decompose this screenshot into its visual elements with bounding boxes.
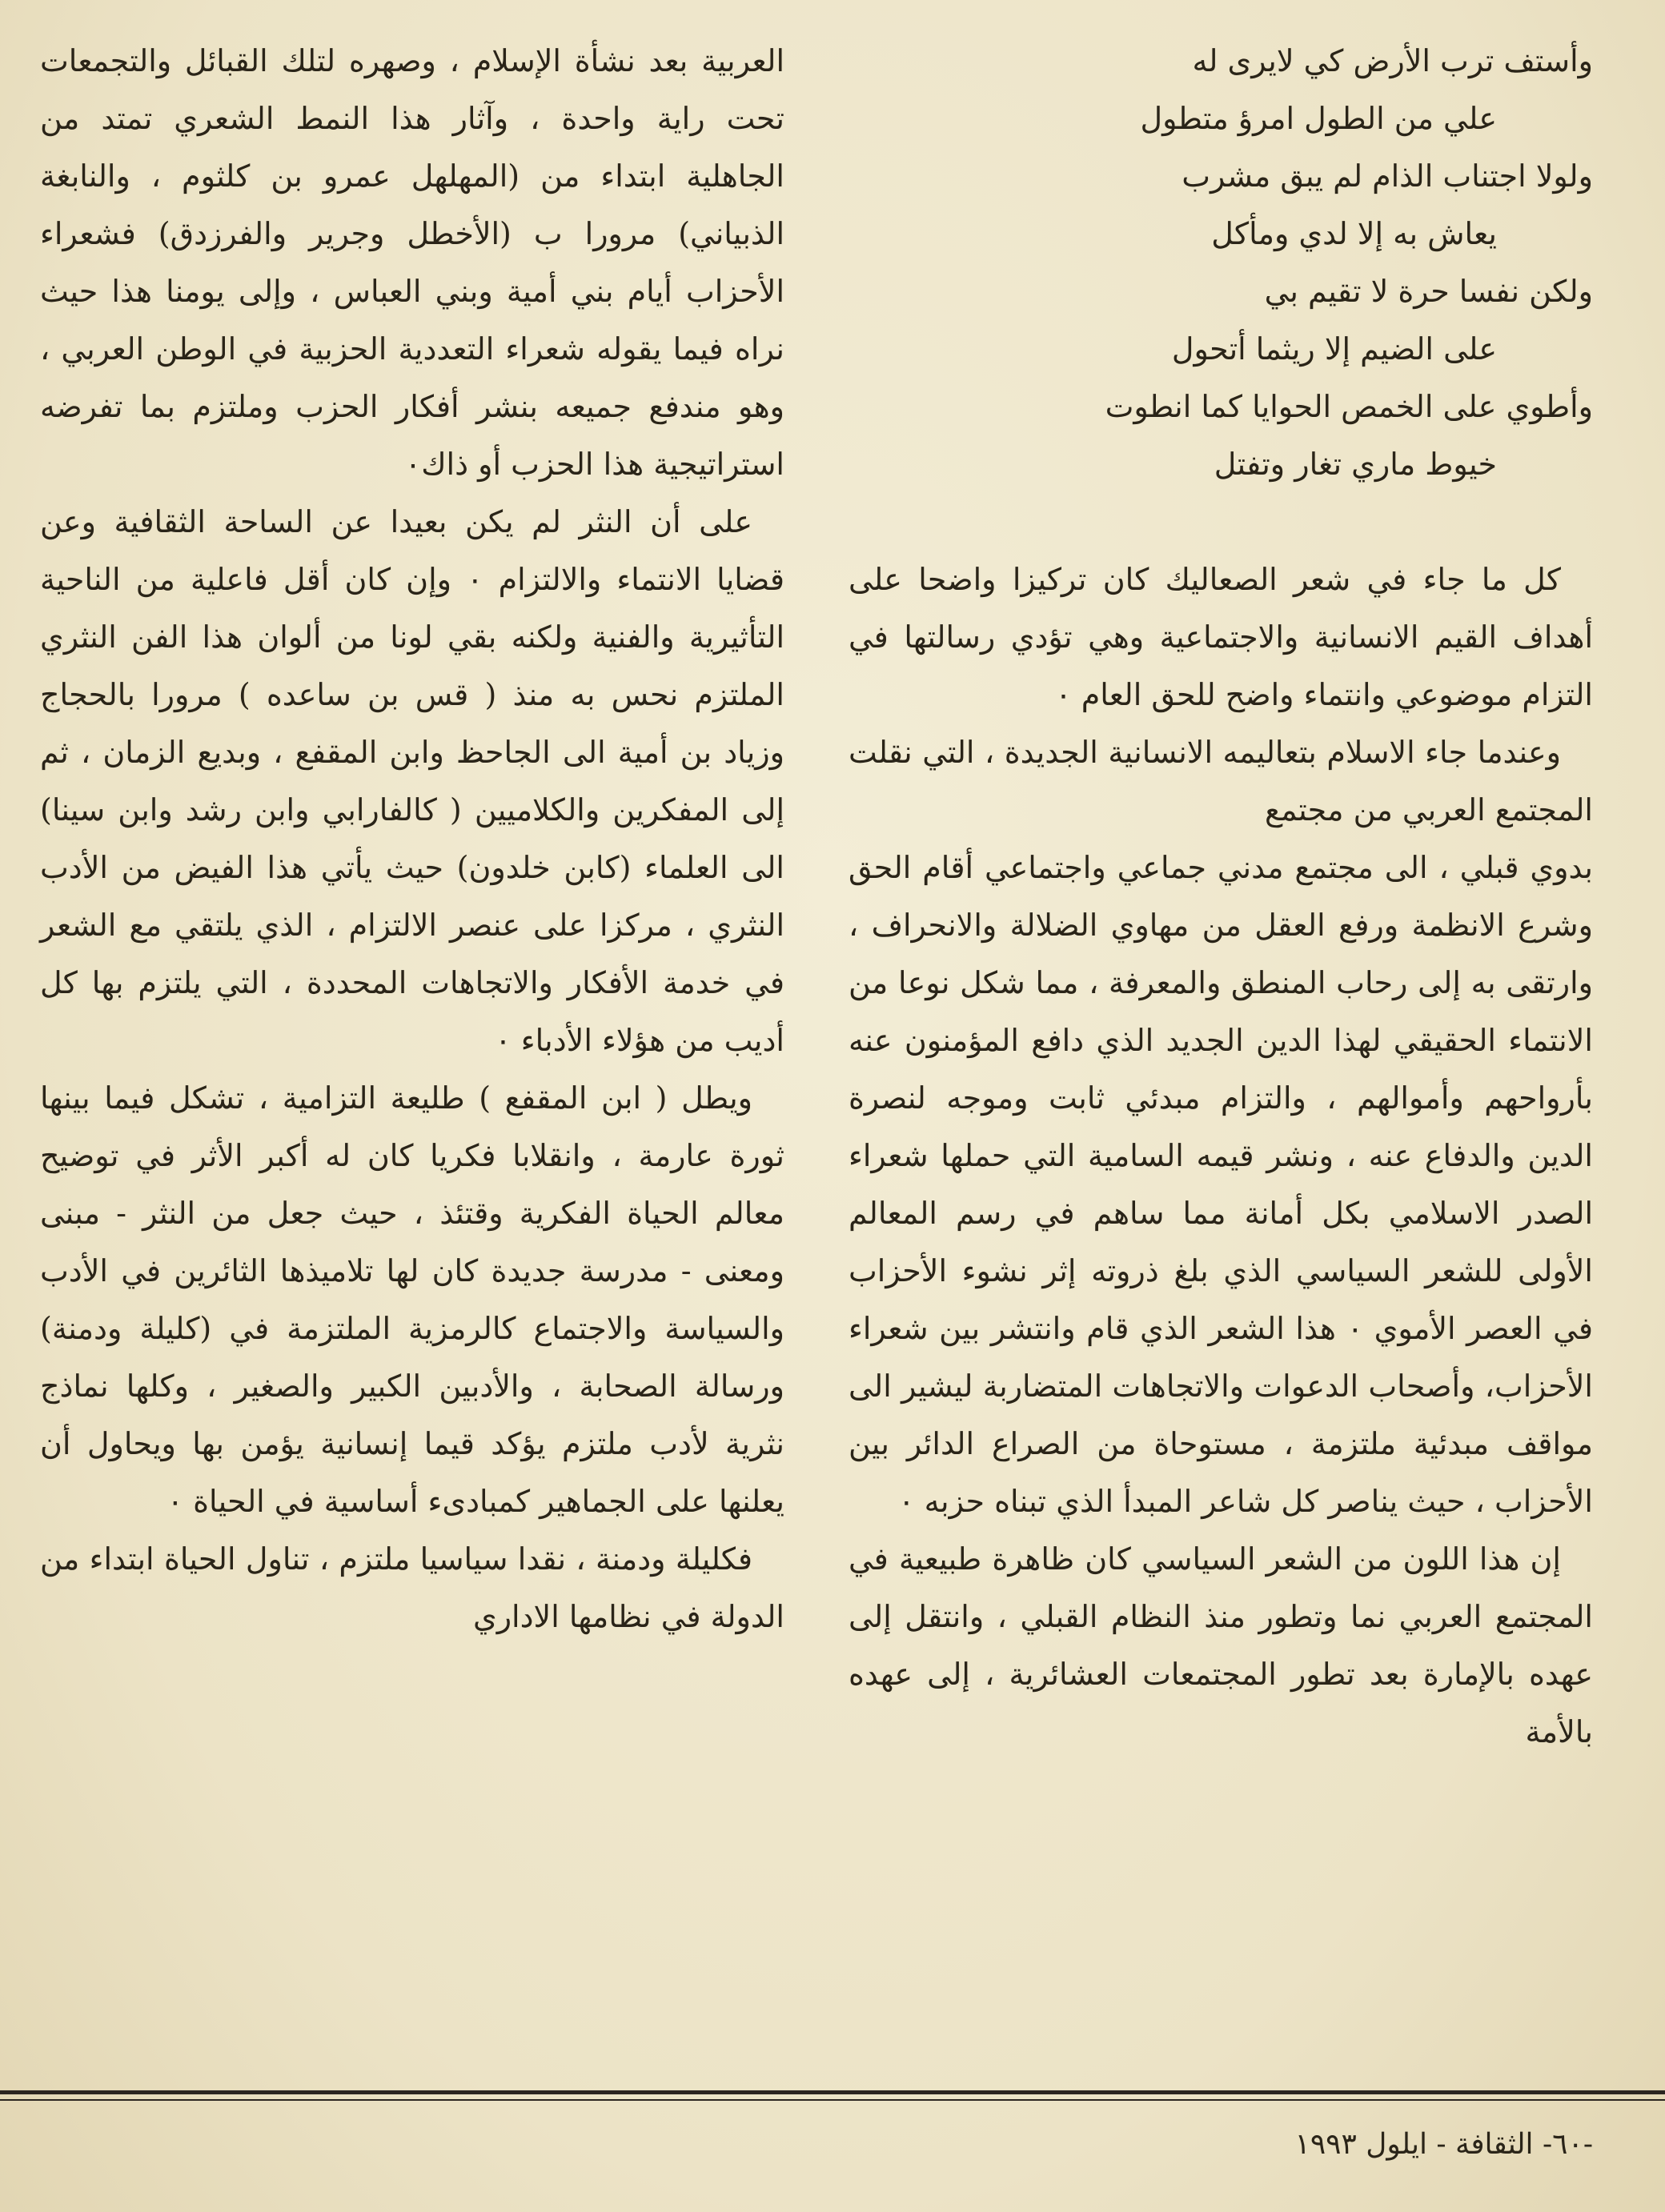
- footer-rule: [0, 2090, 1665, 2094]
- body-paragraph: وعندما جاء الاسلام بتعاليمه الانسانية الجديدة ، التي نقلت المجتمع العربي من مجتمع: [849, 735, 1593, 827]
- poem-verse: ولكن نفسا حرة لا تقيم بي: [1264, 274, 1593, 309]
- poem-verse: علي من الطول امرؤ متطول: [1140, 101, 1497, 136]
- body-paragraph: كل ما جاء في شعر الصعاليك كان تركيزا واضحا على أهداف القيم الانسانية والاجتماعية وهي تؤدي رسالتها في التزام موضوعي وانتماء واضح للحق العام ٠: [849, 562, 1593, 712]
- poem-verse: وأطوي على الخمص الحوايا كما انطوت: [1105, 389, 1593, 424]
- left-text-column: [40, 32, 784, 1645]
- footer-rule-thin: [0, 2099, 1665, 2101]
- poem-verse: وأستف ترب الأرض كي لايرى له: [1192, 43, 1593, 78]
- poem-verse: ولولا اجتناب الذام لم يبق مشرب: [1182, 158, 1593, 194]
- right-text-column: [849, 32, 1593, 1761]
- body-paragraph: فكليلة ودمنة ، نقدا سياسيا ملتزم ، تناول الحياة ابتداء من الدولة في نظامها الاداري: [40, 1541, 784, 1634]
- page-footer: -٦٠- الثقافة - ايلول ١٩٩٣: [1294, 2128, 1593, 2161]
- poem-verse: على الضيم إلا ريثما أتحول: [1171, 331, 1497, 367]
- poem-verse: خيوط ماري تغار وتفتل: [1214, 447, 1497, 482]
- body-paragraph: بدوي قبلي ، الى مجتمع مدني جماعي واجتماعي أقام الحق وشرع الانظمة ورفع العقل من مهاوي الضلالة والانحراف ، وارتقى به إلى رحاب المنطق والمعرفة ، مما شكل نوعا من الانتماء الحقيقي لهذا الدين الجديد الذي دافع المؤمنون عنه بأرواحهم وأموالهم ، والتزام مبدئي ثابت وموجه لنصرة الدين والدفاع عنه ، ونشر قيمه السامية التي حملها شعراء الصدر الاسلامي بكل أمانة مما ساهم في رسم المعالم الأولى للشعر السياسي الذي بلغ ذروته إثر نشوء الأحزاب في العصر الأموي ٠ هذا الشعر الذي قام وانتشر بين شعراء الأحزاب، وأصحاب الدعوات والاتجاهات المتضاربة ليشير الى مواقف مبدئية ملتزمة ، مستوحاة من الصراع الدائر بين الأحزاب ، حيث يناصر كل شاعر المبدأ الذي تبناه حزبه ٠: [849, 850, 1594, 1519]
- body-paragraph: على أن النثر لم يكن بعيدا عن الساحة الثقافية وعن قضايا الانتماء والالتزام ٠ وإن كان أقل فاعلية من الناحية التأثيرية والفنية ولكنه بقي لونا من ألوان هذا الفن النثري الملتزم نحس به منذ ( قس بن ساعده ) مرورا بالحجاج وزياد بن أمية الى الجاحظ وابن المقفع ، وبديع الزمان ، ثم إلى المفكرين والكلاميين ( كالفارابي وابن رشد وابن سينا) الى العلماء (كابن خلدون) حيث يأتي هذا الفيض من الأدب النثري ، مركزا على عنصر الالتزام ، الذي يلتقي مع الشعر في خدمة الأفكار والاتجاهات المحددة ، التي يلتزم بها كل أديب من هؤلاء الأدباء ٠: [40, 504, 784, 1058]
- body-paragraph: ويطل ( ابن المقفع ) طليعة التزامية ، تشكل فيما بينها ثورة عارمة ، وانقلابا فكريا كان له أكبر الأثر في توضيح معالم الحياة الفكرية وقتئذ ، حيث جعل من النثر - مبنى ومعنى - مدرسة جديدة كان لها تلاميذها الثائرين في الأدب والسياسة والاجتماع كالرمزية الملتزمة في (كليلة ودمنة) ورسالة الصحابة ، والأدبين الكبير والصغير ، وكلها نماذج نثرية لأدب ملتزم يؤكد قيما إنسانية يؤمن بها ويحاول أن يعلنها على الجماهير كمبادىء أساسية في الحياة ٠: [40, 1080, 784, 1519]
- spacer: [849, 493, 1593, 551]
- body-paragraph: إن هذا اللون من الشعر السياسي كان ظاهرة طبيعية في المجتمع العربي نما وتطور منذ النظام القبلي ، وانتقل إلى عهده بالإمارة بعد تطور المجتمعات العشائرية ، إلى عهده بالأمة: [849, 1541, 1593, 1749]
- poem-verse: يعاش به إلا لدي ومأكل: [1211, 216, 1497, 251]
- body-paragraph: العربية بعد نشأة الإسلام ، وصهره لتلك القبائل والتجمعات تحت راية واحدة ، وآثار هذا النمط الشعري تمتد من الجاهلية ابتداء من (المهلهل عمرو بن كلثوم ، والنابغة الذبياني) مرورا ب (الأخطل وجرير والفرزدق) فشعراء الأحزاب أيام بني أمية وبني العباس ، وإلى يومنا هذا حيث نراه فيما يقوله شعراء التعددية الحزبية في الوطن العربي ، وهو مندفع جميعه بنشر أفكار الحزب وملتزم بما تفرضه استراتيجية هذا الحزب أو ذاك٠: [40, 43, 784, 482]
